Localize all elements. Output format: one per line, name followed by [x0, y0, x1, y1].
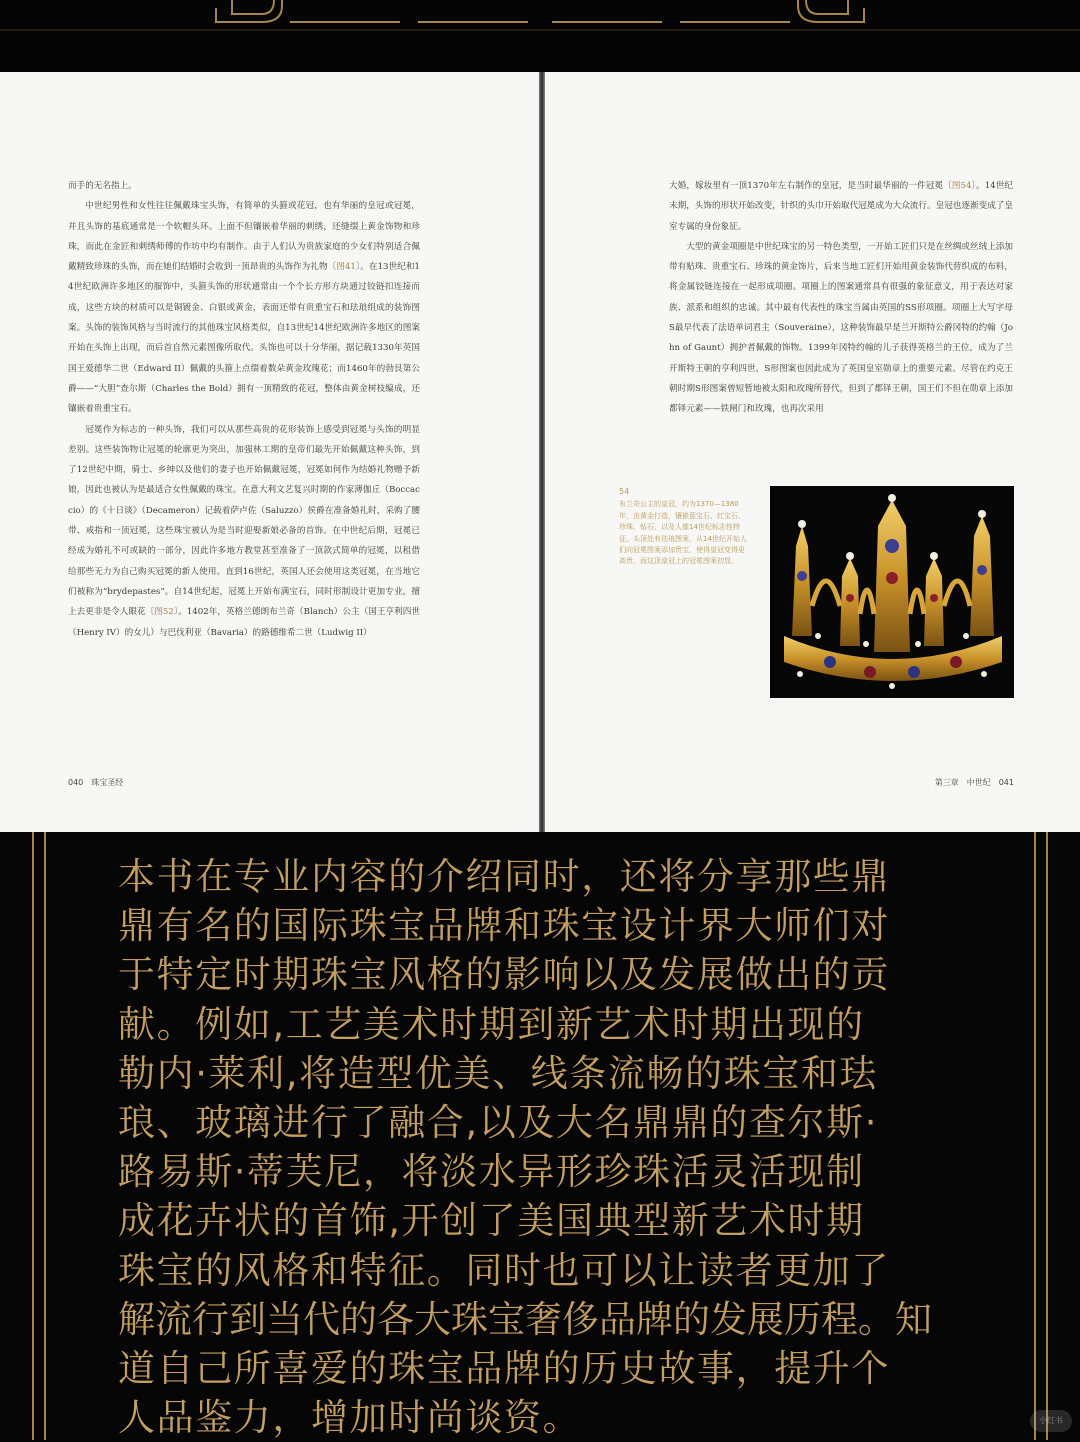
- left-page-folio: 040 珠宝圣经: [68, 778, 124, 787]
- right-page-folio: 第三章 中世纪 041: [934, 778, 1014, 787]
- frame-line-right-inner: [1034, 832, 1036, 1440]
- frame-line-right-outer: [1046, 832, 1048, 1440]
- left-paragraph-3: [68, 420, 420, 643]
- left-paragraph-3-text: 冠冕作为标志的一种头饰，我们可以从那些高贵的花形装饰上感受到冠冕与头饰的明显差别。这些装饰物让冠冕的轮廓更为突出，加强林工期的皇帝们最先开始佩戴这种头饰，到了12世纪中期，骑士、乡绅以及他们的妻子也开始佩戴冠冕，冠冕如何作为结婚礼物赠予新娘，因此也被认为是最适合女性佩戴的珠宝。在意大利文艺复兴时期的作家薄伽丘（Boccaccio）的《十日谈》（Decameron）记载着萨卢佐（Saluzzo）侯爵在准备婚礼时，采购了腰带、戒指和一顶冠冕，这些珠宝被认为是当时迎娶新娘必备的首饰。在中世纪后期，冠冕已经成为婚礼不可或缺的一部分，因此许多地方教堂甚至准备了一顶款式简单的冠冕，以租借给那些无力为自己购买冠冕的新人使用。直到16世纪，英国人还会使用这类冠冕，在当地它们被称为“brydepastes”。自14世纪起，冠冕上开始布满宝石，同时形制设计更加专业，擅上去更非是令人眼花〔: [68, 424, 420, 618]
- right-paragraph-1-text: 大婚，嫁妆里有一顶1370年左右制作的皇冠，是当时最华丽的一件冠冕〔: [669, 181, 952, 191]
- left-paragraph-3b-text: 1402年，英格兰德朗布兰奇（Blanch）公主（国王亨利四世（Henry IV）的女儿）与巴伐利亚（Bavaria）的路德维希二世（Ludwig II）: [68, 607, 420, 638]
- frame-line-left-inner: [44, 832, 46, 1440]
- left-paragraph-2b-text: 在13世纪和14世纪欧洲许多地区的服饰中，头箍头饰的形状通常由一个个长方形方块通过铰链扣连接而成，这些方块的材质可以是铜镀金、白银或黄金，表面还带有贵重宝石和珐琅组成的装饰图案。头饰的装饰风格与当时流行的其他珠宝风格类似，自13世纪14世纪欧洲许多地区的图案开始在头饰上出现，而后首自然元素图像所取代。头饰也可以十分华丽，据记载1330年英国国王爱德华二世（Edward II）佩戴的头箍上点缀着数朵黄金玫瑰花；而1460年的勃艮第公爵——“大胆”查尔斯（Charles the Bold）拥有一顶精致的花冠，整体由黄金树枝编成，还镶嵌着贵重宝石。: [68, 262, 420, 415]
- promo-line: 于特定时期珠宝风格的影响以及发展做出的贡: [118, 953, 890, 997]
- promo-line: 道自己所喜爱的珠宝品牌的历史故事，提升个: [118, 1347, 890, 1391]
- top-decorative-band: [0, 0, 1080, 72]
- golden-crown-icon: [770, 486, 1014, 698]
- figure-ref-52[interactable]: 图52: [154, 607, 174, 618]
- watermark-badge: 小红书: [1030, 1410, 1072, 1432]
- right-paragraph-1b-text: 14世纪末期，头饰的形状开始改变，针织的头巾开始取代冠冕成为大众流行。皇冠也逐渐变成了皇室专属的身份象征。: [669, 181, 1014, 232]
- promo-line: 本书在专业内容的介绍同时，还将分享那些鼎: [118, 855, 890, 898]
- frame-line-left-outer: [32, 832, 34, 1440]
- caption-number: 54: [619, 487, 630, 496]
- caption-text: 布兰奇公主的皇冠，约为1370—1380年，由黄金打造，镶嵌蓝宝石、红宝石、珍珠、钻石，以及人像14世纪标志性特征。头顶处有珐琅图案，从14世纪开始人们向冠冕图案添加贵宝，使得皇冠变得更高贵，而这顶皇冠上的冠冕图案初显。: [619, 500, 747, 566]
- right-paragraph-2: 大型的黄金项圈是中世纪珠宝的另一特色类型，一开始工匠们只是在丝绸或丝绒上添加带有贴珠、贵重宝石、珍珠的黄金饰片，后来当地工匠们开始用黄金装饰代替织成的布料，将金属铰链连接在一起形成项圈。项圈上的图案通常具有很强的象征意义，用于表达对家族、派系和组织的忠诚。其中最有代表性的珠宝当属由英国的SS形项圈。项圈上大写字母S最早代表了法语单词君主（Souveraine），这种装饰最早是兰开斯特公爵冈特的约翰（John of Gaunt）拥护者佩戴的饰物。1399年冈特约翰的儿子获得英格兰的王位，成为了兰开斯特王朝的亨利四世，S形图案也因此成为了英国皇室勋章上的重要元素。尽管在约克王朝时期S形图案曾短暂地被太阳和玫瑰所替代，但到了都铎王朝，国王们不但在勋章上添加都铎元素——铁闸门和玫瑰，也再次采用: [669, 241, 1013, 415]
- figure-ref-41[interactable]: 图41: [336, 262, 356, 273]
- promo-band: [0, 832, 1080, 1440]
- right-page: [545, 72, 1080, 832]
- figure-ref-54-close: 〕。: [971, 181, 985, 191]
- art-deco-ornament-icon: [0, 0, 1080, 72]
- promo-line: 鼎有名的国际珠宝品牌和珠宝设计界大师们对: [118, 904, 890, 948]
- left-paragraph-2-text: 中世纪男性和女性往往佩戴珠宝头饰，有简单的头箍或花冠，也有华丽的皇冠或冠冕，并且头饰的基底通常是一个软帽头环。上面不但镶嵌着华丽的刺绣，还缝缀上黄金饰物和珍珠，而此在金匠和刺绣师傅的作坊中均有制作。由于人们认为贵族家庭的少女们特别适合佩戴精致珍珠的头饰，而在她们结婚时会收到一顶昂贵的头饰作为礼物〔: [68, 201, 420, 273]
- figure-ref-54[interactable]: 图54: [951, 181, 972, 191]
- figure-ref-52-close: 〕。: [173, 607, 187, 618]
- left-page: [0, 72, 539, 832]
- promo-line: 琅、玻璃进行了融合,以及大名鼎鼎的查尔斯·: [118, 1101, 879, 1145]
- promo-line: 珠宝的风格和特征。同时也可以让读者更加了: [118, 1248, 890, 1292]
- promo-text: [118, 852, 962, 1442]
- book-spread: [0, 72, 1080, 832]
- promo-line: 勒内·莱利,将造型优美、线条流畅的珠宝和珐: [118, 1051, 879, 1095]
- left-paragraph-2: [68, 196, 420, 419]
- left-paragraph-1: 而手的无名指上。: [68, 181, 137, 191]
- promo-line: 成花卉状的首饰,开创了美国典型新艺术时期: [118, 1199, 865, 1243]
- crown-photo: [770, 486, 1014, 698]
- promo-line: 路易斯·蒂芙尼，将淡水异形珍珠活灵活现制: [118, 1150, 865, 1194]
- right-page-body: [669, 176, 1013, 420]
- figure-caption: [619, 486, 749, 568]
- right-paragraph-1: [669, 176, 1013, 237]
- figure-ref-41-close: 〕。: [355, 262, 369, 273]
- left-page-body: [68, 176, 420, 643]
- promo-line: 献。例如,工艺美术时期到新艺术时期出现的: [118, 1002, 865, 1046]
- promo-line: 人品鉴力，增加时尚谈资。: [118, 1396, 582, 1440]
- promo-line: 解流行到当代的各大珠宝奢侈品牌的发展历程。知: [118, 1297, 932, 1341]
